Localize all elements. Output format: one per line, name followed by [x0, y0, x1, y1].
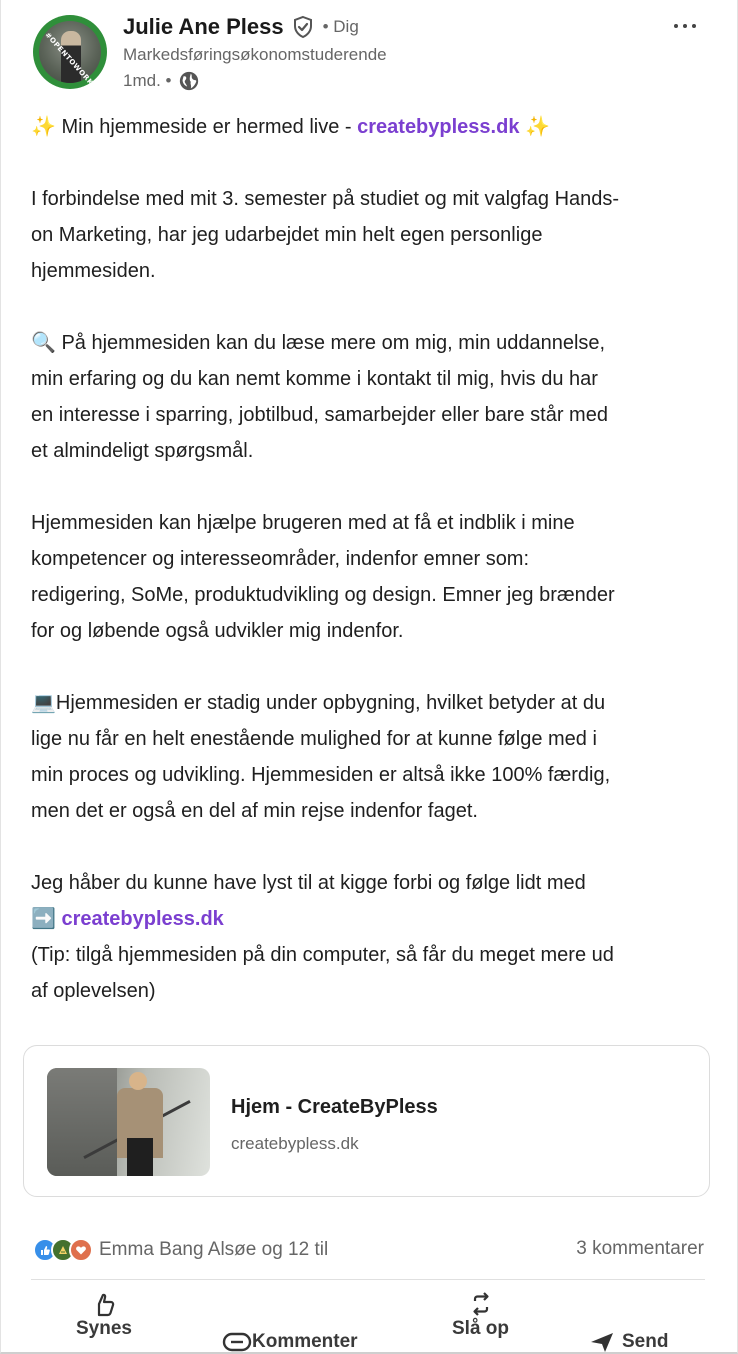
post-text-line: [31, 901, 711, 937]
post-text: en interesse i sparring, jobtilbud, samarbejder eller bare står med: [31, 404, 608, 426]
link-preview-domain: createbypless.dk: [231, 1134, 359, 1153]
post-text-line: [31, 505, 711, 541]
post-text: et almindeligt spørgsmål.: [31, 440, 254, 462]
post-text: on Marketing, har jeg udarbejdet min helt egen personlige: [31, 224, 543, 246]
post-body: [31, 109, 711, 1009]
love-reaction-icon: [69, 1238, 93, 1262]
open-to-work-badge: #OPENTOWORK: [43, 30, 95, 88]
post-text-line: [31, 541, 711, 577]
post-text: Jeg håber du kunne have lyst til at kigge forbi og følge lidt med: [31, 872, 586, 894]
send-icon: [588, 1330, 616, 1354]
globe-icon: [178, 70, 200, 92]
post-text-line: [31, 253, 711, 289]
post-link[interactable]: createbypless.dk: [61, 908, 224, 930]
post-text-line: [31, 973, 711, 1009]
thumbs-up-icon: [90, 1290, 118, 1318]
blank-line: [31, 469, 711, 505]
comments-count[interactable]: 3 kommentarer: [576, 1238, 704, 1259]
send-button[interactable]: [588, 1330, 668, 1354]
post-text-line: [31, 181, 711, 217]
post-text-line: [31, 613, 711, 649]
post-text: 💻Hjemmesiden er stadig under opbygning, hvilket betyder at du: [31, 692, 606, 714]
link-preview-title: Hjem - CreateByPless: [231, 1096, 438, 1118]
comment-icon: [222, 1330, 252, 1354]
repost-button[interactable]: [452, 1290, 509, 1340]
post-text-line: [31, 793, 711, 829]
post-text: min proces og udvikling. Hjemmesiden er altså ikke 100% færdig,: [31, 764, 611, 786]
post-text: men det er også en del af min rejse indenfor faget.: [31, 800, 478, 822]
post-text-line: [31, 721, 711, 757]
post-text-line: [31, 217, 711, 253]
post-text: min erfaring og du kan nemt komme i kontakt til mig, hvis du har: [31, 368, 598, 390]
comment-label: Kommenter: [252, 1331, 358, 1352]
author-name[interactable]: Julie Ane Pless: [123, 14, 284, 39]
post-time: 1md. •: [123, 71, 172, 90]
reactions-summary[interactable]: [33, 1238, 328, 1262]
post-text-line: [31, 757, 711, 793]
connection-degree: • Dig: [322, 17, 359, 36]
post-text: ➡️: [31, 908, 62, 930]
post-text: (Tip: tilgå hjemmesiden på din computer, så får du meget mere ud: [31, 944, 614, 966]
post-text-line: [31, 577, 711, 613]
blank-line: [31, 145, 711, 181]
post-text-line: [31, 109, 711, 145]
post-text-line: [31, 865, 711, 901]
post-link[interactable]: createbypless.dk: [357, 116, 520, 138]
post-text: ✨ Min hjemmeside er hermed live -: [31, 116, 358, 138]
post-text-line: [31, 685, 711, 721]
avatar[interactable]: [33, 15, 107, 89]
post-text-line: [31, 397, 711, 433]
post-text-line: [31, 361, 711, 397]
post-text-line: [31, 937, 711, 973]
send-label: Send: [622, 1331, 669, 1352]
post-text: I forbindelse med mit 3. semester på studiet og mit valgfag Hands-: [31, 188, 620, 210]
repost-icon: [467, 1290, 495, 1318]
post-text: af oplevelsen): [31, 980, 156, 1002]
link-preview-card[interactable]: [23, 1045, 710, 1197]
post-text: redigering, SoMe, produktudvikling og design. Emner jeg brænder: [31, 584, 615, 606]
post-text-line: [31, 325, 711, 361]
blank-line: [31, 649, 711, 685]
more-options-icon[interactable]: [668, 14, 702, 38]
post-meta: [123, 70, 200, 92]
post-text: hjemmesiden.: [31, 260, 156, 282]
post-text: ✨: [519, 116, 550, 138]
author-headline: Markedsføringsøkonomstuderende: [123, 45, 387, 64]
like-button[interactable]: [76, 1290, 132, 1340]
verified-shield-icon: [291, 15, 315, 39]
like-label: Synes: [76, 1318, 132, 1339]
reactors-text[interactable]: Emma Bang Alsøe og 12 til: [99, 1239, 329, 1260]
post-text: Hjemmesiden kan hjælpe brugeren med at få et indblik i mine: [31, 512, 575, 534]
post-text-line: [31, 433, 711, 469]
repost-label: Slå op: [452, 1318, 510, 1339]
blank-line: [31, 829, 711, 865]
post-text: 🔍 På hjemmesiden kan du læse mere om mig, min uddannelse,: [31, 332, 606, 354]
post-text: for og løbende også udvikler mig indenfor.: [31, 620, 404, 642]
post-text: kompetencer og interesseområder, indenfor emner som:: [31, 548, 530, 570]
link-preview-thumbnail: [47, 1068, 210, 1176]
comment-button[interactable]: [222, 1330, 358, 1354]
blank-line: [31, 289, 711, 325]
post-text: lige nu får en helt enestående mulighed for at kunne følge med i: [31, 728, 597, 750]
author-name-row: [123, 14, 359, 40]
divider: [31, 1279, 705, 1280]
